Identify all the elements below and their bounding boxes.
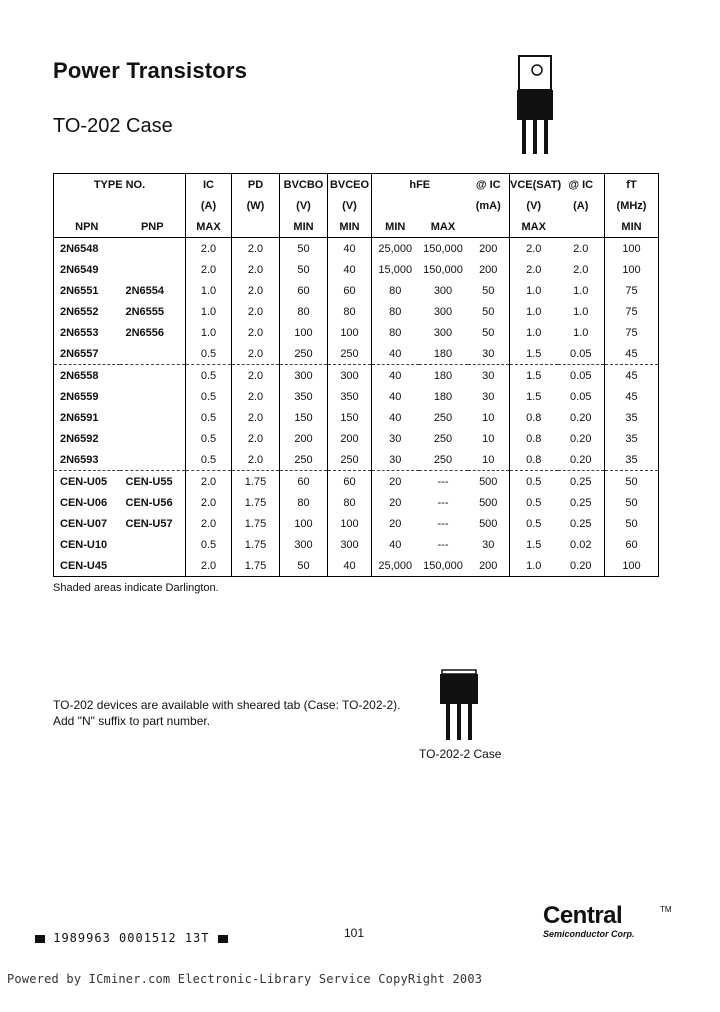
table-row <box>54 471 659 493</box>
darlington-note: Shaded areas indicate Darlington. <box>53 582 219 594</box>
spec-value: 300 <box>280 534 328 555</box>
spec-value: 0.05 <box>558 365 605 387</box>
spec-value: 0.25 <box>570 517 592 530</box>
bar-mark-icon <box>35 935 45 943</box>
vcesat-ic-unit: (A) <box>573 199 589 212</box>
spec-value: 2.0 <box>232 280 280 301</box>
spec-value: 0.20 <box>570 432 592 445</box>
sheared-line-1: TO-202 devices are available with sheared tab (Case: TO-202-2). <box>53 698 401 712</box>
spec-value: 250 <box>280 343 328 365</box>
spec-value: 0.5 <box>186 428 232 449</box>
spec-value: 40 <box>372 343 419 365</box>
pnp-part <box>120 555 186 577</box>
spec-value: 1.5 <box>510 534 558 555</box>
ic-unit: (A) <box>186 195 232 216</box>
to202-package-icon <box>510 52 560 162</box>
spec-value: 1.75 <box>232 555 280 577</box>
npn-part: 2N6552 <box>60 305 99 318</box>
spec-value: 0.5 <box>510 492 558 513</box>
npn-part: 2N6549 <box>60 263 99 276</box>
spec-value: 2.0 <box>232 343 280 365</box>
spec-value: 2.0 <box>186 471 232 493</box>
table-row <box>54 259 659 280</box>
spec-value: 2.0 <box>510 259 558 280</box>
spec-value: 100 <box>280 513 328 534</box>
table-row <box>54 407 659 428</box>
case2-label: TO-202-2 Case <box>419 747 502 761</box>
spec-value: 0.5 <box>510 513 558 534</box>
pnp-part <box>120 428 186 449</box>
spec-value: 200 <box>468 238 510 260</box>
pnp-part <box>120 449 186 471</box>
npn-part: 2N6592 <box>60 432 99 445</box>
table-row <box>54 238 659 260</box>
spec-value: 50 <box>482 326 495 339</box>
spec-value: --- <box>437 538 449 551</box>
spec-value: 75 <box>605 301 659 322</box>
ic-header: IC <box>186 174 232 196</box>
pnp-part <box>120 534 186 555</box>
table-row <box>54 534 659 555</box>
npn-part: 2N6553 <box>60 326 99 339</box>
spec-value: 1.5 <box>510 343 558 365</box>
spec-value: 0.5 <box>186 343 232 365</box>
spec-value: 200 <box>479 263 498 276</box>
npn-part: CEN-U05 <box>54 471 120 493</box>
spec-value: 1.75 <box>232 534 280 555</box>
spec-value: 10 <box>482 453 495 466</box>
spec-value: 45 <box>605 343 659 365</box>
table-row <box>54 449 659 471</box>
spec-value: 180 <box>419 365 468 387</box>
hfe-ic-header: @ IC <box>475 178 501 191</box>
spec-value: 0.02 <box>570 538 592 551</box>
spec-value: --- <box>419 471 468 493</box>
spec-value: 60 <box>280 471 328 493</box>
pnp-part <box>120 407 186 428</box>
spec-value: 40 <box>372 534 419 555</box>
ic-limit: MAX <box>186 216 232 238</box>
spec-value: 2.0 <box>573 263 589 276</box>
npn-part: 2N6557 <box>60 347 99 360</box>
spec-value: 30 <box>482 347 495 360</box>
npn-part: 2N6551 <box>60 284 99 297</box>
pnp-part <box>120 238 186 260</box>
spec-value: 150,000 <box>423 559 463 572</box>
spec-value: 250 <box>433 411 453 424</box>
spec-value: 2.0 <box>232 428 280 449</box>
header-row-1 <box>54 174 659 196</box>
spec-value: 10 <box>482 432 495 445</box>
spec-value: 200 <box>280 428 328 449</box>
spec-value: 0.25 <box>570 496 592 509</box>
pnp-part: 2N6554 <box>125 284 165 297</box>
ft-limit: MIN <box>605 216 659 238</box>
spec-value: --- <box>437 496 449 509</box>
spec-value: 1.0 <box>510 280 558 301</box>
spec-value: 350 <box>328 386 372 407</box>
hfe-ic-unit: (mA) <box>475 199 501 212</box>
header-row-2 <box>54 195 659 216</box>
ft-header: fT <box>605 174 659 196</box>
vcesat-limit: MAX <box>510 216 558 238</box>
spec-value: 500 <box>479 496 498 509</box>
type-no-header: TYPE NO. <box>93 178 146 191</box>
spec-value: 0.5 <box>186 386 232 407</box>
table-row <box>54 492 659 513</box>
spec-value: 2.0 <box>558 238 605 260</box>
npn-part: CEN-U45 <box>60 559 108 572</box>
spec-value: 30 <box>372 428 419 449</box>
spec-value: 60 <box>328 280 372 301</box>
footer-copyright: Powered by ICminer.com Electronic-Library Service CopyRight 2003 <box>7 972 483 986</box>
spec-value: 150,000 <box>423 263 463 276</box>
npn-part: 2N6558 <box>54 365 120 387</box>
spec-value: 35 <box>605 407 659 428</box>
spec-value: 1.0 <box>510 322 558 343</box>
spec-value: 0.5 <box>186 449 232 471</box>
spec-value: 2.0 <box>510 238 558 260</box>
spec-value: 1.0 <box>186 301 232 322</box>
hfe-header: hFE <box>372 174 468 196</box>
npn-part: CEN-U06 <box>60 496 108 509</box>
spec-value: 80 <box>280 492 328 513</box>
spec-value: 150 <box>280 407 328 428</box>
spec-value: 80 <box>328 492 372 513</box>
spec-value: 50 <box>482 305 495 318</box>
pnp-part <box>120 365 186 387</box>
spec-value: 250 <box>433 432 453 445</box>
spec-value: 50 <box>280 238 328 260</box>
spec-value: 2.0 <box>232 386 280 407</box>
spec-value: 25,000 <box>372 555 419 577</box>
logo-subtitle: Semiconductor Corp. <box>543 929 635 939</box>
npn-part: 2N6548 <box>54 238 120 260</box>
spec-value: 300 <box>433 284 453 297</box>
pnp-part: 2N6556 <box>125 326 165 339</box>
bvcbo-header: BVCBO <box>280 174 328 196</box>
spec-value: 200 <box>479 559 498 572</box>
spec-value: 1.0 <box>186 322 232 343</box>
spec-value: 45 <box>605 365 659 387</box>
logo-trademark: TM <box>660 905 672 914</box>
spec-value: 250 <box>328 449 372 471</box>
spec-value: 30 <box>482 538 495 551</box>
spec-value: 30 <box>372 449 419 471</box>
spec-value: 50 <box>605 513 659 534</box>
npn-part: 2N6591 <box>60 411 99 424</box>
table-row <box>54 386 659 407</box>
pnp-part: CEN-U57 <box>125 517 173 530</box>
spec-value: 150 <box>328 407 372 428</box>
spec-value: 80 <box>328 301 372 322</box>
barcode-text <box>35 931 228 945</box>
spec-value: 75 <box>605 322 659 343</box>
table-row <box>54 343 659 365</box>
spec-value: 1.0 <box>186 280 232 301</box>
spec-value: 40 <box>328 259 372 280</box>
npn-part: CEN-U07 <box>60 517 108 530</box>
hfe-max-label: MAX <box>430 220 456 233</box>
spec-value: 35 <box>605 428 659 449</box>
spec-value: 0.8 <box>510 407 558 428</box>
spec-value: 15,000 <box>372 259 419 280</box>
spec-value: 60 <box>328 471 372 493</box>
spec-value: 250 <box>433 453 453 466</box>
spec-value: 0.8 <box>510 449 558 471</box>
spec-value: 200 <box>328 428 372 449</box>
ft-unit: (MHz) <box>605 195 659 216</box>
bvcbo-unit: (V) <box>280 195 328 216</box>
spec-value: 20 <box>372 492 419 513</box>
spec-value: 80 <box>372 301 419 322</box>
spec-value: 2.0 <box>232 407 280 428</box>
spec-value: 30 <box>468 365 510 387</box>
spec-value: 40 <box>328 555 372 577</box>
vcesat-header: VCE(SAT) <box>510 174 558 196</box>
spec-value: 100 <box>605 555 659 577</box>
spec-value: 25,000 <box>372 238 419 260</box>
spec-value: 100 <box>328 513 372 534</box>
spec-value: 1.0 <box>573 305 589 318</box>
pd-header: PD <box>232 174 280 196</box>
vcesat-unit: (V) <box>510 195 558 216</box>
table-row <box>54 513 659 534</box>
spec-value: 2.0 <box>186 238 232 260</box>
spec-value: 1.0 <box>573 284 589 297</box>
spec-value: 1.0 <box>510 555 558 577</box>
spec-value: 60 <box>605 534 659 555</box>
spec-value: 2.0 <box>232 449 280 471</box>
spec-value: 20 <box>372 471 419 493</box>
spec-value: 50 <box>605 471 659 493</box>
spec-value: 80 <box>372 322 419 343</box>
sheared-tab-note <box>53 697 401 729</box>
npn-header: NPN <box>75 220 99 233</box>
spec-value: 0.20 <box>570 411 592 424</box>
table-row <box>54 322 659 343</box>
to202-2-package-icon <box>438 668 482 744</box>
spec-value: 1.0 <box>573 326 589 339</box>
table-row <box>54 365 659 387</box>
spec-value: 40 <box>328 238 372 260</box>
spec-value: 2.0 <box>186 492 232 513</box>
pd-unit: (W) <box>232 195 280 216</box>
spec-value: 100 <box>280 322 328 343</box>
pnp-part <box>120 259 186 280</box>
case-subtitle: TO-202 Case <box>53 115 173 137</box>
spec-value: 1.75 <box>232 513 280 534</box>
header-row-3 <box>54 216 659 238</box>
spec-value: 45 <box>605 386 659 407</box>
spec-value: 100 <box>605 238 659 260</box>
table-row <box>54 280 659 301</box>
spec-value: 300 <box>328 365 372 387</box>
spec-value: 50 <box>280 555 328 577</box>
bvceo-header: BVCEO <box>328 174 372 196</box>
npn-part: 2N6593 <box>60 453 99 466</box>
table-row <box>54 428 659 449</box>
spec-value: 1.75 <box>232 492 280 513</box>
spec-value: 500 <box>468 471 510 493</box>
spec-value: 1.5 <box>510 365 558 387</box>
spec-value: 300 <box>280 365 328 387</box>
spec-value: 0.5 <box>186 407 232 428</box>
bvceo-limit: MIN <box>328 216 372 238</box>
spec-value: 80 <box>280 301 328 322</box>
spec-value: 100 <box>328 322 372 343</box>
vcesat-ic-header: @ IC <box>568 178 594 191</box>
spec-value: 1.0 <box>510 301 558 322</box>
spec-value: 2.0 <box>232 259 280 280</box>
spec-value: 40 <box>372 386 419 407</box>
spec-value: 1.75 <box>232 471 280 493</box>
spec-value: 0.20 <box>570 559 592 572</box>
spec-value: 350 <box>280 386 328 407</box>
spec-value: 0.05 <box>570 347 592 360</box>
npn-part: 2N6559 <box>60 390 99 403</box>
spec-value: 300 <box>433 305 453 318</box>
hfe-min-label: MIN <box>372 216 419 238</box>
spec-value: 180 <box>433 347 453 360</box>
spec-value: 40 <box>372 365 419 387</box>
sheared-line-2: Add "N" suffix to part number. <box>53 714 211 728</box>
spec-value: 0.5 <box>186 534 232 555</box>
spec-value: 50 <box>280 259 328 280</box>
table-row <box>54 301 659 322</box>
spec-value: 2.0 <box>186 555 232 577</box>
spec-value: 250 <box>280 449 328 471</box>
spec-value: 0.05 <box>570 390 592 403</box>
bvceo-unit: (V) <box>328 195 372 216</box>
spec-value: 100 <box>605 259 659 280</box>
spec-value: 60 <box>280 280 328 301</box>
table-row <box>54 555 659 577</box>
page-number: 101 <box>344 926 365 940</box>
spec-value: 0.5 <box>510 471 558 493</box>
spec-value: 30 <box>482 390 495 403</box>
spec-value: 2.0 <box>186 513 232 534</box>
spec-value: 0.20 <box>570 453 592 466</box>
spec-value: 2.0 <box>232 365 280 387</box>
spec-value: 20 <box>372 513 419 534</box>
pnp-part <box>120 343 186 365</box>
page-title: Power Transistors <box>53 58 248 83</box>
bvcbo-limit: MIN <box>280 216 328 238</box>
central-logo: Central <box>543 902 623 929</box>
spec-value: 180 <box>433 390 453 403</box>
spec-value: 2.0 <box>186 259 232 280</box>
pnp-part: CEN-U55 <box>120 471 186 493</box>
npn-part: CEN-U10 <box>60 538 108 551</box>
spec-value: 500 <box>479 517 498 530</box>
spec-value: 150,000 <box>419 238 468 260</box>
pnp-part: 2N6555 <box>125 305 165 318</box>
spec-value: 40 <box>372 407 419 428</box>
spec-value: 50 <box>605 492 659 513</box>
spec-value: 300 <box>433 326 453 339</box>
spec-value: 0.5 <box>186 365 232 387</box>
spec-value: 300 <box>328 534 372 555</box>
barcode-number: 1989963 0001512 13T <box>53 931 210 945</box>
spec-value: 0.25 <box>558 471 605 493</box>
spec-value: 0.8 <box>510 428 558 449</box>
bar-mark-icon <box>218 935 228 943</box>
spec-value: 10 <box>482 411 495 424</box>
spec-value: 2.0 <box>232 238 280 260</box>
spec-value: 2.0 <box>232 322 280 343</box>
pnp-header: PNP <box>140 220 164 233</box>
transistor-spec-table <box>53 173 659 577</box>
spec-value: 250 <box>328 343 372 365</box>
spec-value: --- <box>437 517 449 530</box>
pnp-part: CEN-U56 <box>125 496 173 509</box>
spec-value: 75 <box>605 280 659 301</box>
spec-value: 50 <box>482 284 495 297</box>
spec-value: 35 <box>605 449 659 471</box>
spec-value: 80 <box>372 280 419 301</box>
spec-value: 2.0 <box>232 301 280 322</box>
spec-value: 1.5 <box>510 386 558 407</box>
pnp-part <box>120 386 186 407</box>
